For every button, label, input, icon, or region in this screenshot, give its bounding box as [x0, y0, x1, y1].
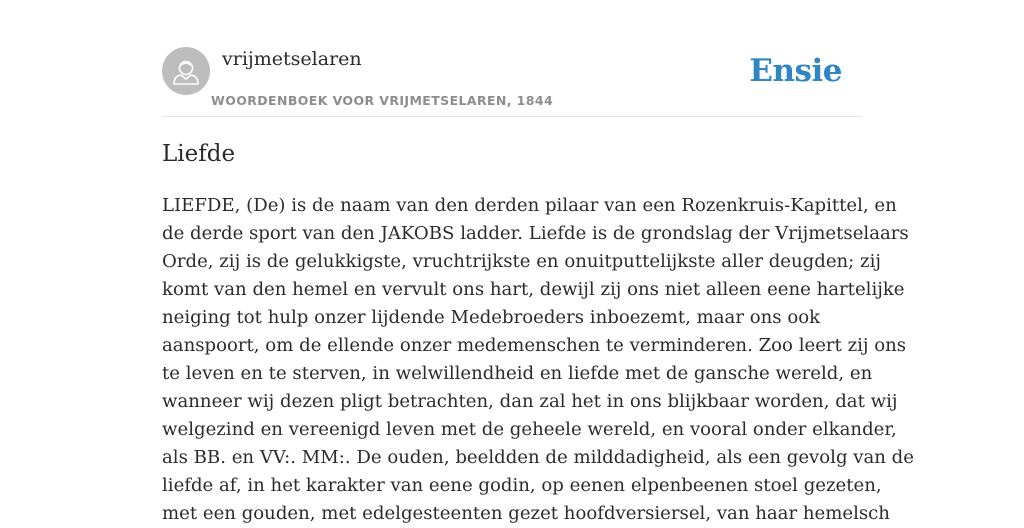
body-line: liefde af, in het karakter van eene godin, op eenen elpenbeenen stoel gezeten, — [162, 475, 882, 496]
body-line: komt van den hemel en vervult ons hart, dewijl zij ons niet alleen eene hartelijke — [162, 279, 905, 300]
entry-title: Liefde — [162, 141, 236, 167]
body-line: aanspoort, om de ellende onzer medemenschen te verminderen. Zoo leert zij ons — [162, 335, 907, 356]
source-name-link[interactable]: vrijmetselaren — [222, 48, 362, 70]
entry-body — [162, 192, 914, 528]
body-line: welgezind en vereenigd leven met de geheele wereld, en vooral onder elkander, — [162, 419, 897, 440]
body-line: neiging tot hulp onzer lijdende Medebroeders inboezemt, maar ons ook — [162, 307, 821, 328]
body-line: wanneer wij dezen pligt betrachten, dan zal het in ons blijkbaar worden, dat wij — [162, 391, 898, 412]
brand-logo-link[interactable]: Ensie — [749, 53, 842, 89]
source-subtitle: WOORDENBOEK VOOR VRIJMETSELAREN, 1844 — [211, 93, 554, 108]
body-line: LIEFDE, (De) is de naam van den derden pilaar van een Rozenkruis-Kapittel, en — [162, 195, 897, 216]
body-line: met een gouden, met edelgesteenten gezet hoofdversiersel, van haar hemelsch — [162, 503, 890, 524]
body-line: de derde sport van den JAKOBS ladder. Liefde is de grondslag der Vrijmetselaars — [162, 223, 909, 244]
body-line: te leven en te sterven, in welwillendheid en liefde met de gansche wereld, en — [162, 363, 873, 384]
body-line: Orde, zij is de gelukkigste, vruchtrijkste en onuitputtelijkste aller deugden; zij — [162, 251, 881, 272]
entry-header — [162, 47, 862, 117]
body-line: als BB. en VV:. MM:. De ouden, beeldden de milddadigheid, als een gevolg van de — [162, 447, 914, 468]
user-silhouette-icon — [162, 47, 210, 95]
source-avatar[interactable] — [162, 47, 210, 95]
